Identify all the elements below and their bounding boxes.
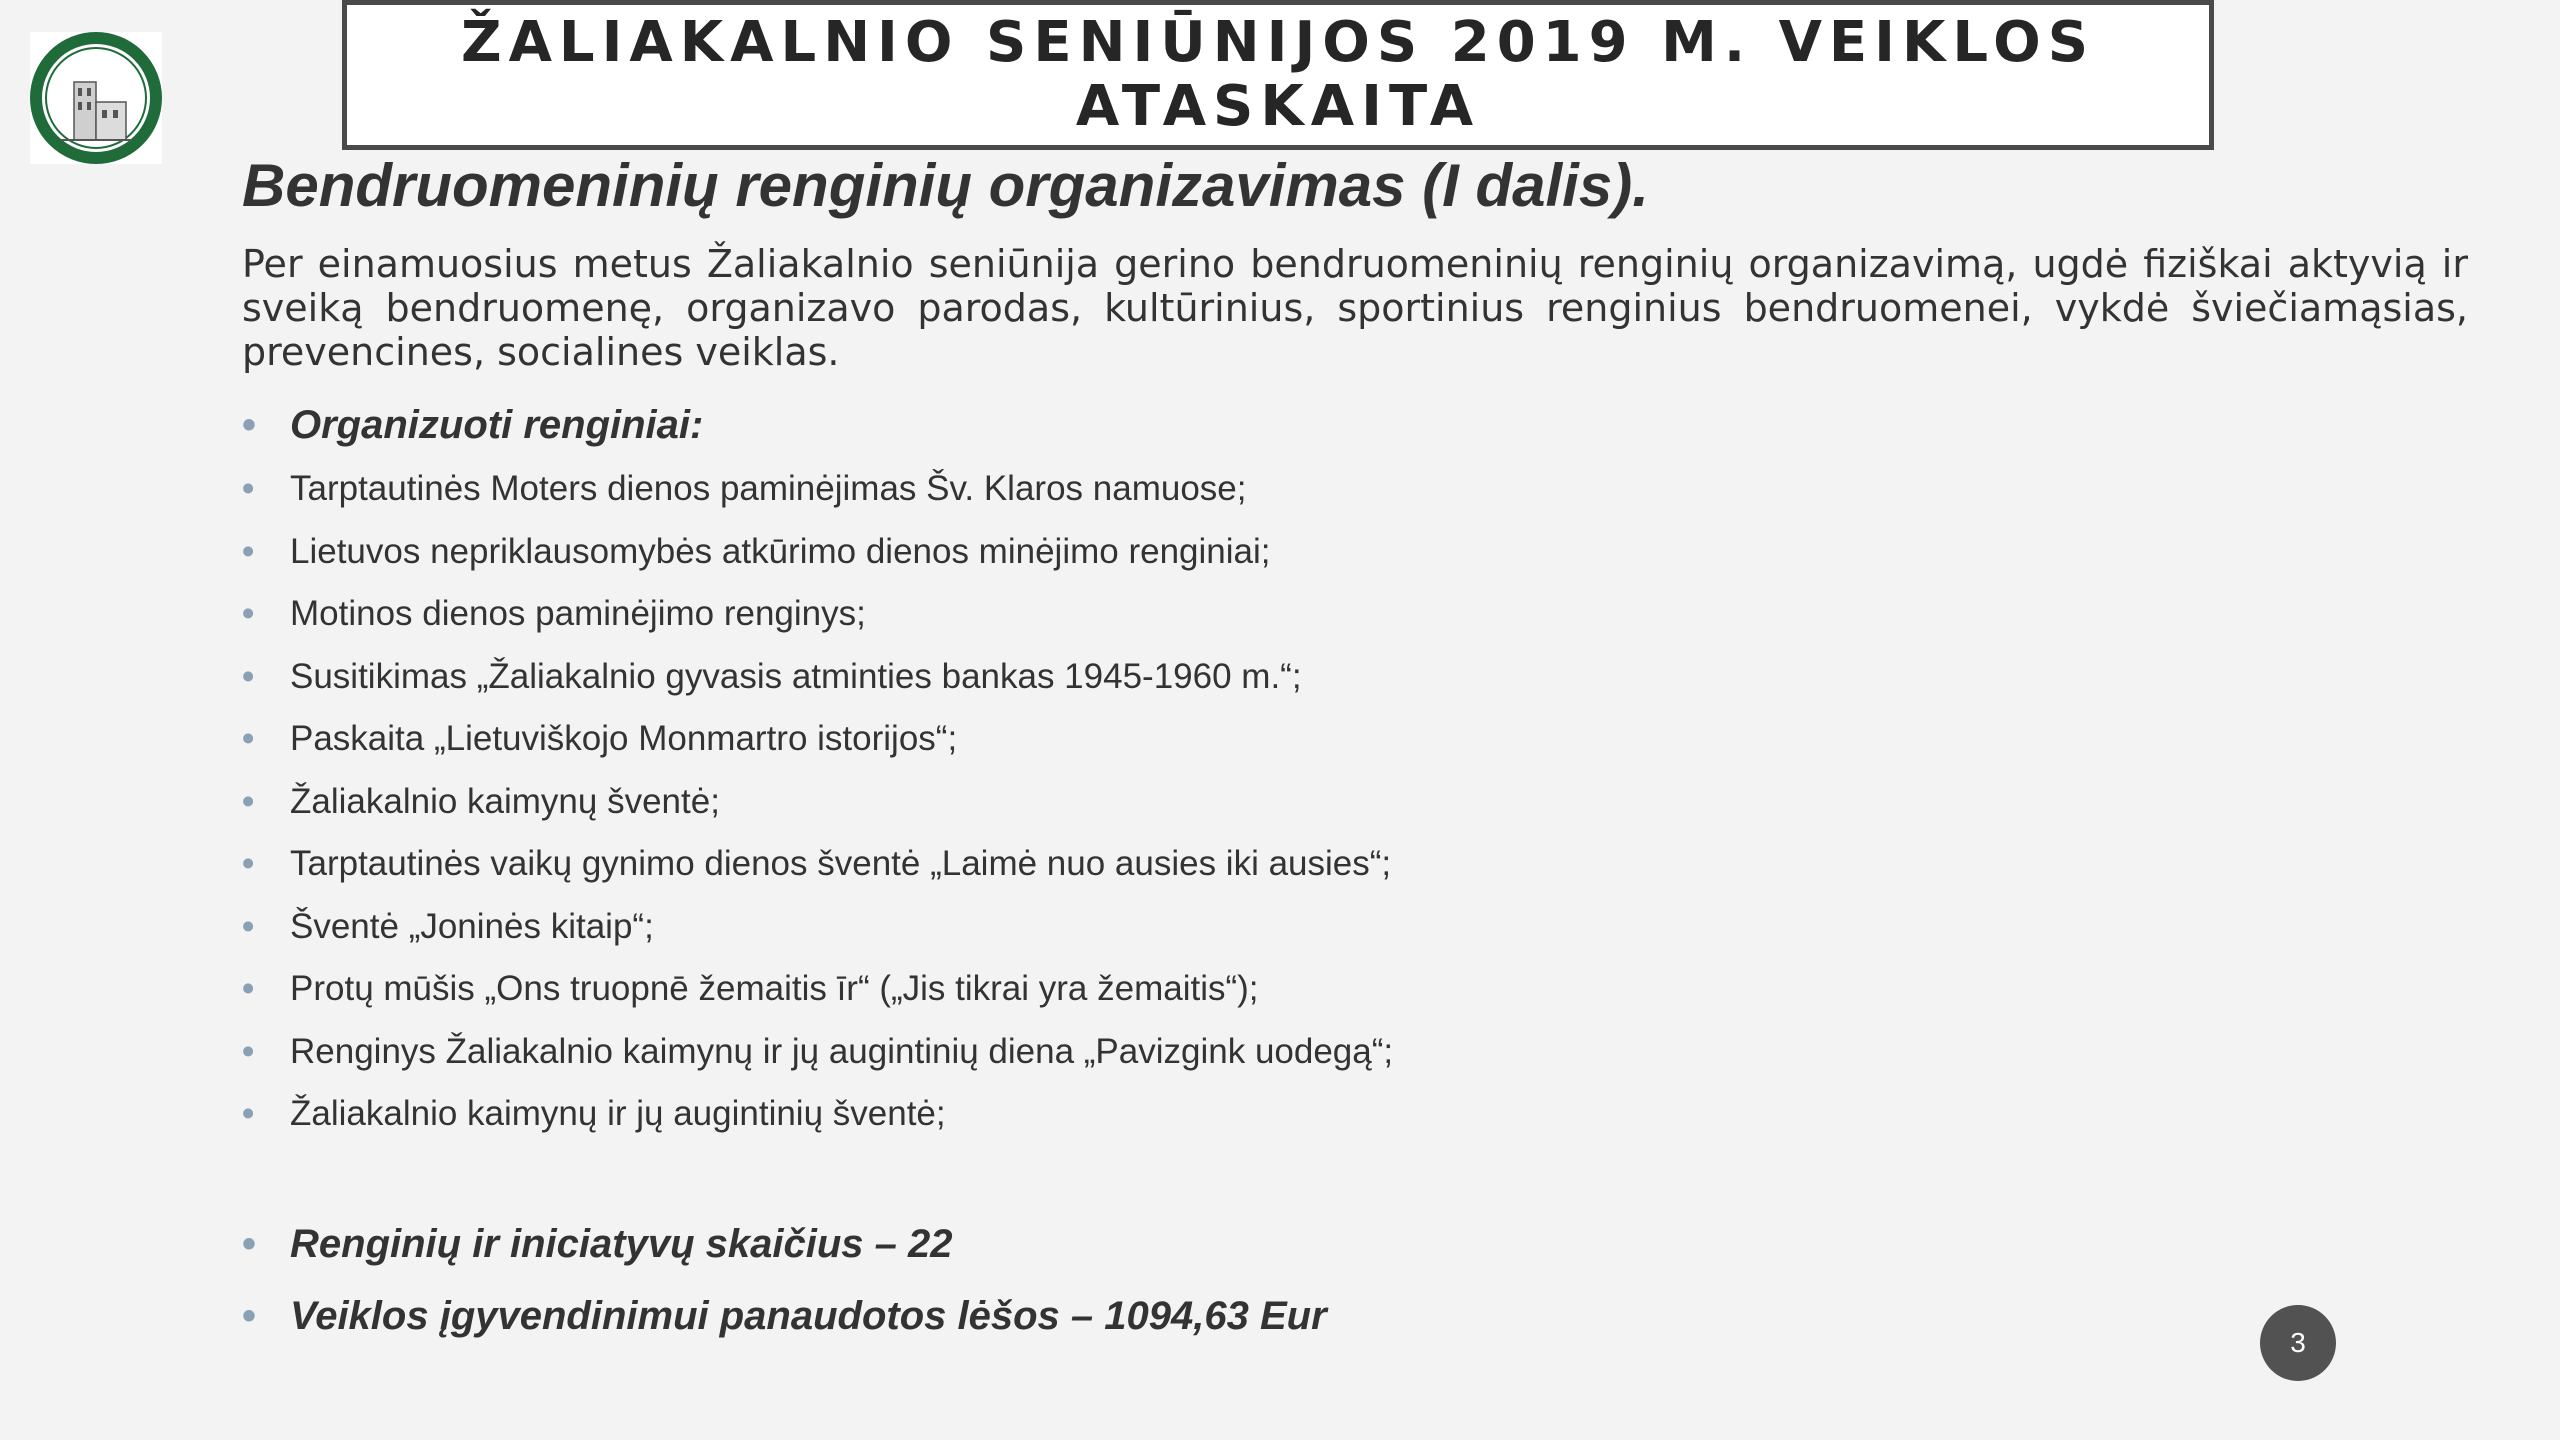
page-title-line-1: ŽALIAKALNIO SENIŪNIJOS 2019 M. VEIKLOS: [460, 10, 2096, 75]
events-count-text: Renginių ir iniciatyvų skaičius – 22: [290, 1221, 953, 1266]
list-item-text: Protų mūšis „Ons truopnē žemaitis īr“ („Jis tikrai yra žemaitis“);: [290, 969, 1259, 1008]
list-item: [242, 583, 2442, 646]
list-item-text: Žaliakalnio kaimynų ir jų augintinių šventė;: [290, 1094, 946, 1133]
list-item: [242, 833, 2442, 896]
list-item-text: Paskaita „Lietuviškojo Monmartro istorijos“;: [290, 719, 958, 758]
bullet-icon: •: [242, 719, 255, 758]
page-number-badge: 3: [2260, 1305, 2336, 1381]
bullet-icon: •: [242, 844, 255, 883]
funds-used-text: Veiklos įgyvendinimui panaudotos lėšos – 1094,63 Eur: [290, 1293, 1327, 1338]
list-item: [242, 1021, 2442, 1084]
bullet-icon: •: [242, 1094, 255, 1133]
funds-used-summary: [242, 1280, 2442, 1352]
list-item: [242, 1083, 2442, 1146]
seniunija-logo: [30, 32, 162, 164]
list-item: [242, 896, 2442, 959]
bullet-icon: •: [242, 781, 255, 821]
kaunas-seniunija-emblem-icon: [30, 32, 162, 164]
events-list: [242, 392, 2442, 1352]
list-item-text: Renginys Žaliakalnio kaimynų ir jų augintinių diena „Pavizgink uodegą“;: [290, 1031, 1394, 1071]
list-item: [242, 771, 2442, 834]
page-title-line-2: ATASKAITA: [1075, 74, 1481, 139]
bullet-icon: •: [242, 1221, 257, 1266]
list-item-text: Lietuvos nepriklausomybės atkūrimo dienos minėjimo renginiai;: [290, 531, 1271, 571]
bullet-icon: •: [242, 531, 255, 571]
bullet-icon: •: [242, 906, 255, 946]
bullet-icon: •: [242, 969, 255, 1008]
list-item-text: Žaliakalnio kaimynų šventė;: [290, 781, 720, 821]
list-heading: [242, 392, 2442, 458]
intro-paragraph: Per einamuosius metus Žaliakalnio seniūnija gerino bendruomeninių renginių organizavimą, ugdė fiziškai aktyvią ir sveiką bendruomenę, organizavo parodas, kultūrinius, sportinius renginius bendruomenei, vykdė šviečiamąsias, prevencines, socialines veiklas.: [242, 242, 2468, 374]
bullet-icon: •: [242, 469, 255, 508]
list-heading-text: Organizuoti renginiai:: [290, 403, 704, 447]
bullet-icon: •: [242, 403, 257, 447]
list-item-text: Šventė „Joninės kitaip“;: [290, 906, 654, 946]
bullet-icon: •: [242, 656, 255, 696]
list-item-text: Tarptautinės Moters dienos paminėjimas Šv. Klaros namuose;: [290, 469, 1247, 508]
list-item-text: Susitikimas „Žaliakalnio gyvasis atminties bankas 1945-1960 m.“;: [290, 656, 1302, 696]
bullet-icon: •: [242, 1293, 257, 1338]
list-item: [242, 708, 2442, 771]
list-item: [242, 646, 2442, 709]
list-item: [242, 958, 2442, 1021]
bullet-icon: •: [242, 594, 255, 633]
list-item-text: Motinos dienos paminėjimo renginys;: [290, 594, 866, 633]
events-count-summary: [242, 1208, 2442, 1280]
bullet-icon: •: [242, 1031, 255, 1071]
list-item: [242, 521, 2442, 584]
title-box: [342, 0, 2214, 150]
section-subtitle: Bendruomeninių renginių organizavimas (I dalis).: [242, 152, 1649, 219]
list-item: [242, 458, 2442, 521]
list-item-text: Tarptautinės vaikų gynimo dienos šventė „Laimė nuo ausies iki ausies“;: [290, 844, 1392, 883]
